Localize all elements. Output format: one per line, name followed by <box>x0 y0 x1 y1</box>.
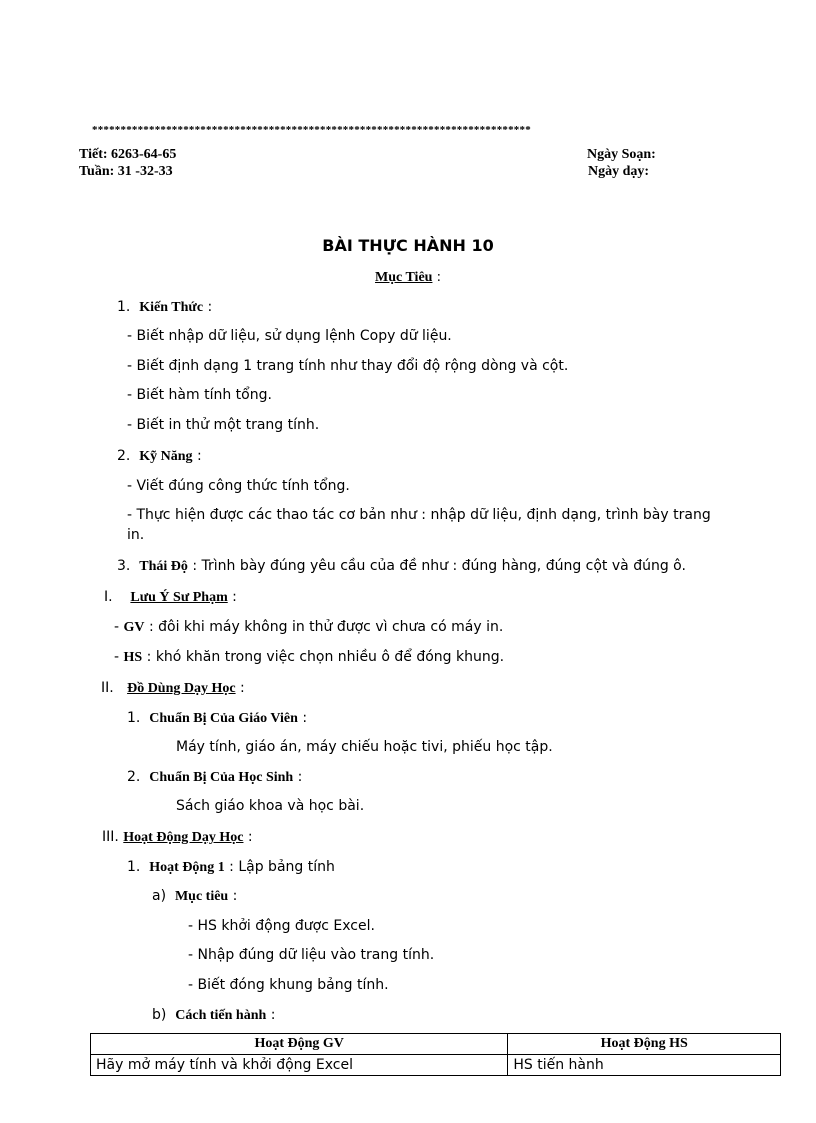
activity-1-heading <box>127 859 335 876</box>
activities-number: III. <box>102 829 119 845</box>
skills-suffix: : <box>192 448 202 464</box>
teacher-prep-label: Chuẩn Bị Của Giáo Viên <box>149 711 298 726</box>
objectives-heading <box>0 270 816 286</box>
student-prep-text: Sách giáo khoa và học bài. <box>176 798 365 814</box>
hs-label: HS <box>123 650 143 665</box>
objectives-label: Mục Tiêu <box>375 270 433 285</box>
list-item: - Biết nhập dữ liệu, sử dụng lệnh Copy dữ liệu. <box>127 328 452 344</box>
knowledge-number: 1. <box>117 299 131 315</box>
materials-number: II. <box>101 680 114 696</box>
list-item: - Biết hàm tính tổng. <box>127 387 272 403</box>
objective-suffix: : <box>228 888 238 904</box>
list-item: - Biết đóng khung bảng tính. <box>188 977 389 993</box>
table-header-teacher: Hoạt Động GV <box>91 1034 508 1055</box>
objective-label: Mục tiêu <box>174 889 229 904</box>
activity-1-text: : Lập bảng tính <box>224 859 335 875</box>
activity-1-number: 1. <box>127 859 141 875</box>
objective-marker: a) <box>152 888 167 904</box>
activities-label: Hoạt Động Dạy Học <box>123 830 244 845</box>
attitude-label: Thái Độ <box>139 559 188 574</box>
procedure-subheading <box>152 1007 275 1024</box>
gv-note-text: : đôi khi máy không in thử được vì chưa có máy in. <box>144 619 504 635</box>
list-item: - HS khởi động được Excel. <box>188 918 375 934</box>
pedagogy-suffix: : <box>227 589 237 605</box>
student-prep-number: 2. <box>127 769 141 785</box>
materials-suffix: : <box>235 680 245 696</box>
table-row <box>91 1055 781 1076</box>
activities-heading <box>102 829 253 846</box>
table-cell-teacher: Hãy mở máy tính và khởi động Excel <box>91 1055 508 1076</box>
skills-label: Kỹ Năng <box>139 449 193 464</box>
teacher-prep-number: 1. <box>127 710 141 726</box>
teaching-date: Ngày dạy: <box>588 164 650 179</box>
activity-1-label: Hoạt Động 1 <box>149 860 225 875</box>
pedagogy-hs-note: - HS : khó khăn trong việc chọn nhiều ô để đóng khung. <box>114 649 505 665</box>
list-item: - Viết đúng công thức tính tổng. <box>127 478 350 494</box>
table-header-row <box>91 1034 781 1055</box>
pedagogy-label: Lưu Ý Sư Phạm <box>130 590 228 605</box>
materials-label: Đồ Dùng Dạy Học <box>127 681 236 696</box>
pedagogy-gv-note: - GV : đôi khi máy không in thử được vì chưa có máy in. <box>114 619 504 635</box>
objectives-suffix: : <box>432 270 441 285</box>
student-prep-label: Chuẩn Bị Của Học Sinh <box>149 770 294 785</box>
teacher-prep-suffix: : <box>297 710 308 726</box>
procedure-marker: b) <box>152 1007 167 1023</box>
pedagogy-number: I. <box>104 589 113 605</box>
prepared-date: Ngày Soạn: <box>587 147 656 162</box>
procedure-label: Cách tiến hành <box>175 1008 267 1023</box>
table-header-student: Hoạt Động HS <box>508 1034 781 1055</box>
knowledge-suffix: : <box>203 299 213 315</box>
materials-heading <box>101 680 245 697</box>
knowledge-heading <box>117 299 212 316</box>
activity-table <box>90 1033 781 1076</box>
hs-note-text: : khó khăn trong việc chọn nhiều ô để đóng khung. <box>142 649 505 665</box>
teacher-prep-text: Máy tính, giáo án, máy chiếu hoặc tivi, phiếu học tập. <box>176 739 553 755</box>
attitude-number: 3. <box>117 558 131 574</box>
student-prep-suffix: : <box>293 769 303 785</box>
list-item: in. <box>127 527 145 543</box>
list-item: - Nhập đúng dữ liệu vào trang tính. <box>188 947 435 963</box>
teacher-prep-heading <box>127 710 307 727</box>
skills-number: 2. <box>117 448 131 464</box>
attitude-text: : Trình bày đúng yêu cầu của đề như : đúng hàng, đúng cột và đúng ô. <box>187 558 686 574</box>
objective-subheading <box>152 888 237 905</box>
gv-label: GV <box>123 620 145 635</box>
activities-suffix: : <box>243 829 253 845</box>
skills-heading <box>117 448 202 465</box>
student-prep-heading <box>127 769 302 786</box>
pedagogy-heading <box>104 589 237 606</box>
week-number: Tuần: 31 -32-33 <box>79 164 173 179</box>
page-title: BÀI THỰC HÀNH 10 <box>322 236 494 255</box>
table-cell-student: HS tiến hành <box>508 1055 781 1076</box>
attitude-line <box>117 558 686 575</box>
list-item: - Thực hiện được các thao tác cơ bản như : nhập dữ liệu, định dạng, trình bày trang <box>127 507 711 523</box>
knowledge-label: Kiến Thức <box>139 300 204 315</box>
separator-line: ***************************************************************************** <box>92 124 531 136</box>
lesson-number: Tiết: 6263-64-65 <box>79 147 177 162</box>
list-item: - Biết in thử một trang tính. <box>127 417 320 433</box>
procedure-suffix: : <box>266 1007 276 1023</box>
list-item: - Biết định dạng 1 trang tính như thay đổi độ rộng dòng và cột. <box>127 358 569 374</box>
